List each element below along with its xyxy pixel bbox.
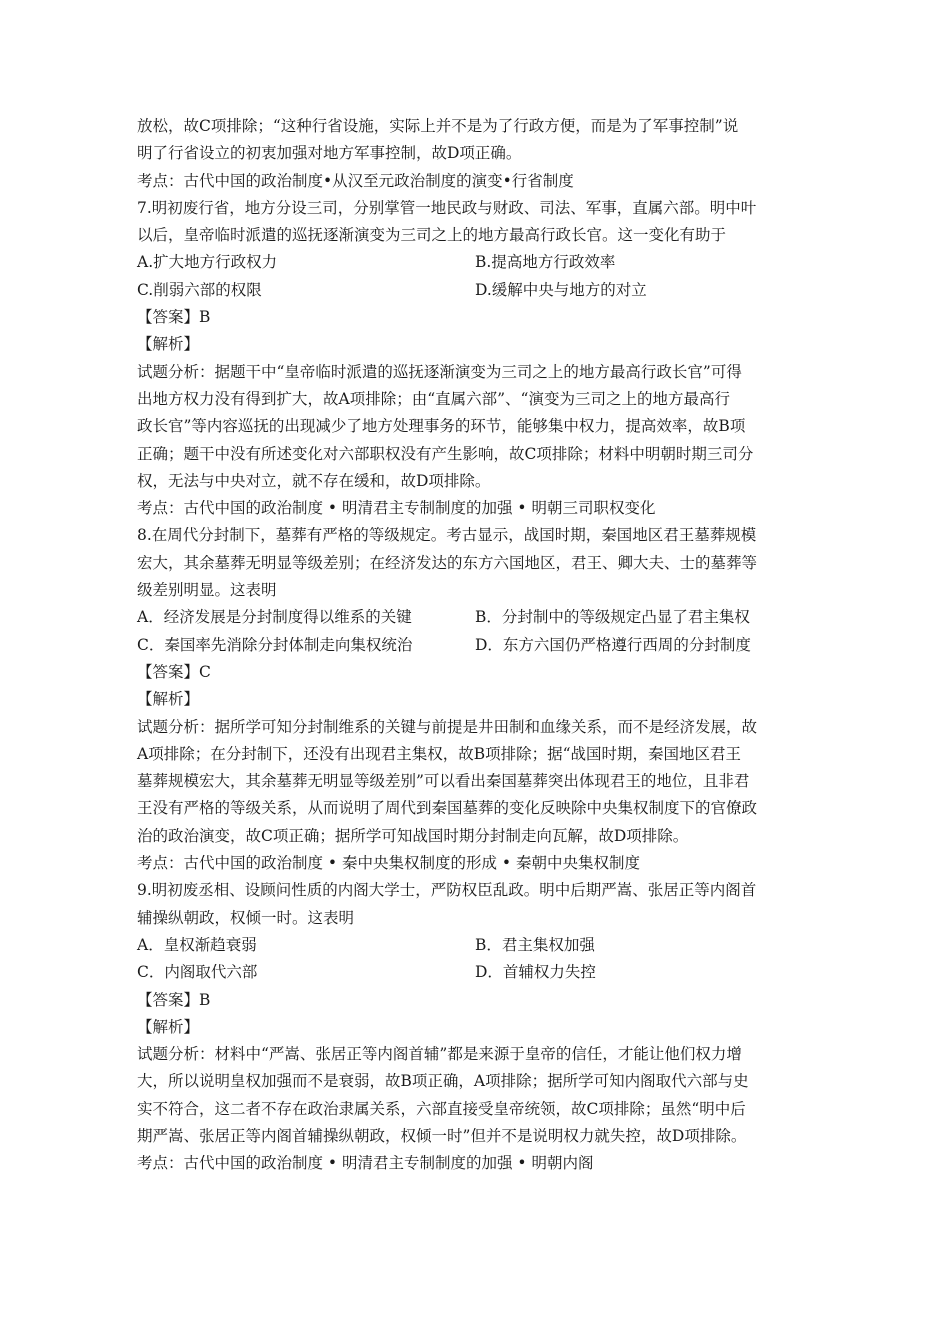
analysis-line: 政长官”等内容巡抚的出现减少了地方处理事务的环节，能够集中权力，提高效率，故B项	[137, 417, 746, 436]
intro-kaodian: 考点：古代中国的政治制度•从汉至元政治制度的演变•行省制度	[137, 171, 574, 190]
question-stem-line: 7.明初废行省，地方分设三司，分别掌管一地民政与财政、司法、军事，直属六部。明中叶	[137, 198, 757, 217]
analysis-label: 【解析】	[137, 335, 200, 354]
kaodian: 考点：古代中国的政治制度 • 明清君主专制制度的加强 • 明朝三司职权变化	[137, 499, 656, 518]
analysis-line: 权，无法与中央对立，就不存在缓和，故D项排除。	[137, 471, 491, 490]
analysis-label: 【解析】	[137, 690, 200, 709]
intro-line: 明了行省设立的初衷加强对地方军事控制，故D项正确。	[137, 144, 522, 163]
option-b: B.提高地方行政效率	[475, 253, 616, 272]
question-stem-line: 辅操纵朝政，权倾一时。这表明	[137, 908, 355, 927]
options-row	[137, 959, 813, 986]
answer: 【答案】B	[137, 308, 211, 327]
option-c: C.削弱六部的权限	[137, 280, 262, 299]
option-a: A．皇权渐趋衰弱	[137, 935, 257, 954]
options-row	[137, 277, 813, 304]
options-row	[137, 604, 813, 631]
analysis-line: 大，所以说明皇权加强而不是衰弱，故B项正确，A项排除；据所学可知内阁取代六部与史	[137, 1072, 749, 1091]
kaodian: 考点：古代中国的政治制度 • 明清君主专制制度的加强 • 明朝内阁	[137, 1154, 594, 1173]
analysis-line: 墓葬规模宏大，其余墓葬无明显等级差别”可以看出秦国墓葬突出体现君王的地位，且非君	[137, 772, 750, 791]
answer: 【答案】B	[137, 990, 211, 1009]
kaodian: 考点：古代中国的政治制度 • 秦中央集权制度的形成 • 秦朝中央集权制度	[137, 854, 640, 873]
analysis-line: A项排除；在分封制下，还没有出现君主集权，故B项排除；据“战国时期，秦国地区君王	[137, 744, 742, 763]
option-c: C．秦国率先消除分封体制走向集权统治	[137, 635, 413, 654]
intro-line: 放松，故C项排除；“这种行省设施，实际上并不是为了行政方便，而是为了军事控制”说	[137, 117, 739, 135]
question-stem-line: 9.明初废丞相、设顾问性质的内阁大学士，严防权臣乱政。明中后期严嵩、张居正等内阁首	[137, 881, 757, 900]
analysis-line: 试题分析：据所学可知分封制维系的关键与前提是井田制和血缘关系，而不是经济发展，故	[137, 717, 758, 736]
option-a: A．经济发展是分封制度得以维系的关键	[137, 608, 412, 627]
analysis-line: 期严嵩、张居正等内阁首辅操纵朝政，权倾一时”但并不是说明权力就失控，故D项排除。	[137, 1126, 747, 1145]
options-row	[137, 249, 813, 276]
analysis-line: 试题分析：材料中“严嵩、张居正等内阁首辅”都是来源于皇帝的信任，才能让他们权力增	[137, 1045, 742, 1064]
analysis-line: 治的政治演变，故C项正确；据所学可知战国时期分封制走向瓦解，故D项排除。	[137, 826, 689, 845]
option-d: D．东方六国仍严格遵行西周的分封制度	[475, 635, 751, 654]
question-7	[137, 195, 813, 523]
intro-block	[137, 113, 813, 195]
question-9	[137, 877, 813, 1177]
option-d: D.缓解中央与地方的对立	[475, 280, 647, 299]
option-a: A.扩大地方行政权力	[137, 253, 278, 272]
option-b: B．分封制中的等级规定凸显了君主集权	[475, 608, 750, 627]
question-stem-line: 宏大，其余墓葬无明显等级差别；在经济发达的东方六国地区，君王、卿大夫、士的墓葬等	[137, 553, 758, 572]
analysis-line: 实不符合，这二者不存在政治隶属关系，六部直接受皇帝统领，故C项排除；虽然“明中后	[137, 1099, 746, 1118]
analysis-line: 出地方权力没有得到扩大，故A项排除；由“直属六部”、“演变为三司之上的地方最高行	[137, 389, 730, 408]
options-row	[137, 932, 813, 959]
question-stem-line: 级差别明显。这表明	[137, 581, 277, 600]
question-stem-line: 8.在周代分封制下，墓葬有严格的等级规定。考古显示，战国时期，秦国地区君王墓葬规模	[137, 526, 757, 545]
option-d: D．首辅权力失控	[475, 963, 596, 982]
option-b: B．君主集权加强	[475, 935, 595, 954]
options-row	[137, 632, 813, 659]
analysis-label: 【解析】	[137, 1017, 200, 1036]
question-8	[137, 522, 813, 877]
question-stem-line: 以后，皇帝临时派遣的巡抚逐渐演变为三司之上的地方最高行政长官。这一变化有助于	[137, 226, 727, 245]
analysis-line: 正确；题干中没有所述变化对六部职权没有产生影响，故C项排除；材料中明朝时期三司分	[137, 444, 754, 463]
answer: 【答案】C	[137, 662, 211, 681]
analysis-line: 试题分析：据题干中“皇帝临时派遣的巡抚逐渐演变为三司之上的地方最高行政长官”可得	[137, 362, 742, 381]
analysis-line: 王没有严格的等级关系，从而说明了周代到秦国墓葬的变化反映除中央集权制度下的官僚政	[137, 799, 758, 818]
document-page	[137, 113, 813, 1178]
option-c: C．内阁取代六部	[137, 963, 258, 982]
